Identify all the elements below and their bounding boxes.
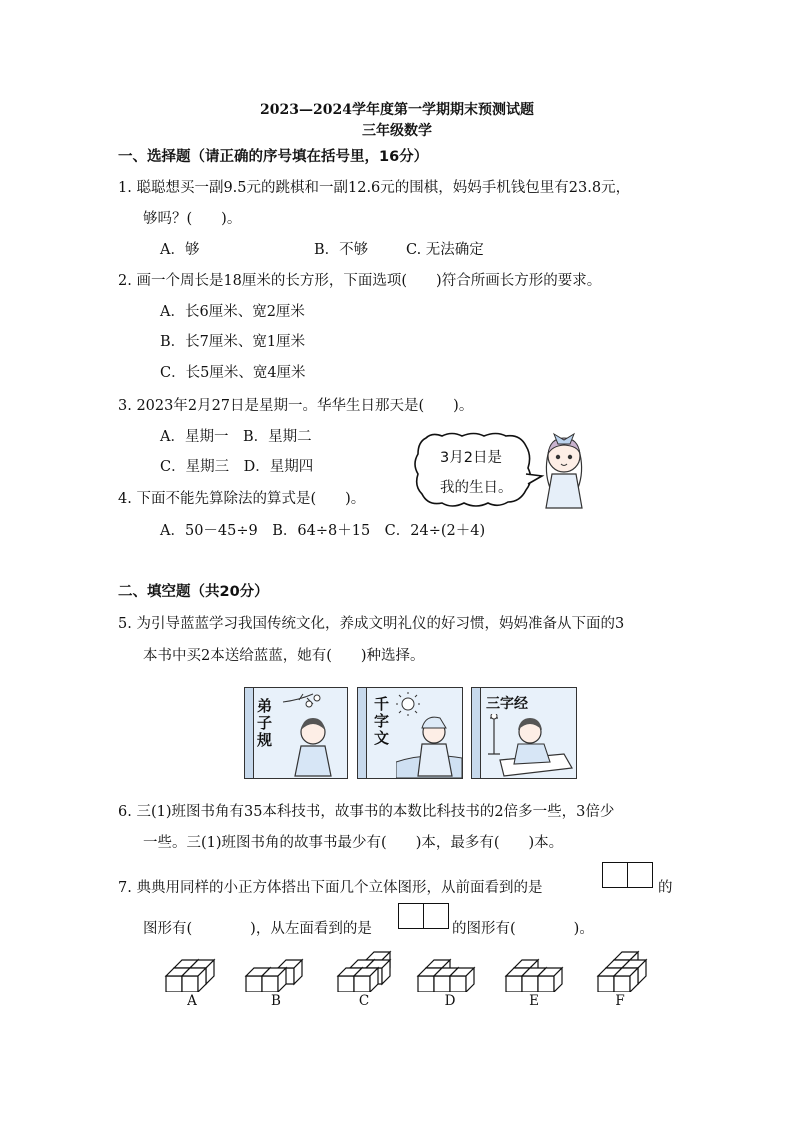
q4-line1: 4. 下面不能先算除法的算式是( )。 (118, 491, 366, 507)
q1-option-c: C. 无法确定 (406, 242, 484, 258)
book-title-1: 弟子规 (257, 697, 273, 749)
bubble-text-line1: 3月2日是 (440, 450, 502, 466)
cube-figure-a-icon (166, 960, 214, 992)
left-view-two-squares-icon (398, 903, 450, 929)
cube-label-c: C (358, 993, 370, 1009)
q1-option-a: A．够 (160, 242, 200, 258)
birthday-illustration (412, 432, 592, 512)
q1-line1: 1. 聪聪想买一副9.5元的跳棋和一副12.6元的围棋，妈妈手机钱包里有23.8元， (118, 180, 631, 196)
speech-bubble-icon (412, 432, 592, 512)
cube-label-f: F (615, 993, 625, 1009)
q5-line2: 本书中买2本送给蓝蓝，她有( )种选择。 (143, 648, 425, 664)
exam-subtitle: 三年级数学 (362, 123, 432, 139)
q5-line1: 5. 为引导蓝蓝学习我国传统文化，养成文明礼仪的好习惯，妈妈准备从下面的3 (118, 616, 625, 632)
q1-option-b: B．不够 (314, 242, 369, 258)
q1-line2: 够吗？( )。 (143, 211, 242, 227)
section2-heading: 二、填空题（共20分） (118, 584, 269, 600)
exam-title: 2023—2024学年度第一学期期末预测试题 (260, 102, 534, 118)
q3-line1: 3. 2023年2月27日是星期一。华华生日那天是( )。 (118, 398, 474, 414)
book-title-3: 三字经 (486, 696, 528, 712)
q6-line1: 6. 三(1)班图书角有35本科技书，故事书的本数比科技书的2倍多一些，3倍少 (118, 804, 615, 820)
q2-option-a: A．长6厘米、宽2厘米 (160, 304, 305, 320)
q3-options-cd: C．星期三 D．星期四 (160, 459, 314, 475)
cube-figures (160, 950, 650, 992)
q6-line2: 一些。三(1)班图书角的故事书最少有( )本，最多有( )本。 (143, 835, 564, 851)
q2-option-c: C．长5厘米、宽4厘米 (160, 365, 306, 381)
q2-line1: 2. 画一个周长是18厘米的长方形，下面选项( )符合所画长方形的要求。 (118, 273, 602, 289)
q7-line2a: 图形有( )，从左面看到的是 (143, 921, 372, 937)
bubble-text-line2: 我的生日。 (440, 480, 513, 496)
cube-label-a: A (187, 993, 197, 1009)
q4-options: A．50－45÷9 B．64÷8＋15 C．24÷(2＋4) (160, 523, 486, 539)
q7-line1a: 7. 典典用同样的小正方体搭出下面几个立体图形，从前面看到的是 (118, 880, 543, 896)
front-view-two-squares-icon (602, 862, 654, 888)
cube-figure-f-icon (598, 952, 646, 992)
cube-label-d: D (444, 993, 456, 1009)
book-dizigui (244, 687, 348, 779)
cube-label-e: E (529, 993, 539, 1009)
section1-heading: 一、选择题（请正确的序号填在括号里，16分） (118, 149, 429, 165)
book-title-2: 千字文 (374, 695, 390, 747)
q7-line1b: 的 (658, 880, 673, 896)
book-qianziwen (357, 687, 463, 779)
cube-figure-b-icon (246, 960, 302, 992)
book-sanzijing (471, 687, 577, 779)
cube-label-b: B (271, 993, 281, 1009)
cube-figure-d-icon (418, 960, 474, 992)
scholar-sun-icon (396, 692, 462, 778)
child-reading-icon (279, 692, 347, 778)
q3-options-ab: A．星期一 B．星期二 (160, 429, 312, 445)
q2-option-b: B．长7厘米、宽1厘米 (160, 334, 306, 350)
cube-figure-e-icon (506, 960, 562, 992)
q7-line2b: 的图形有( )。 (452, 921, 594, 937)
child-writing-icon (484, 714, 576, 778)
cube-figure-c-icon (338, 952, 390, 992)
